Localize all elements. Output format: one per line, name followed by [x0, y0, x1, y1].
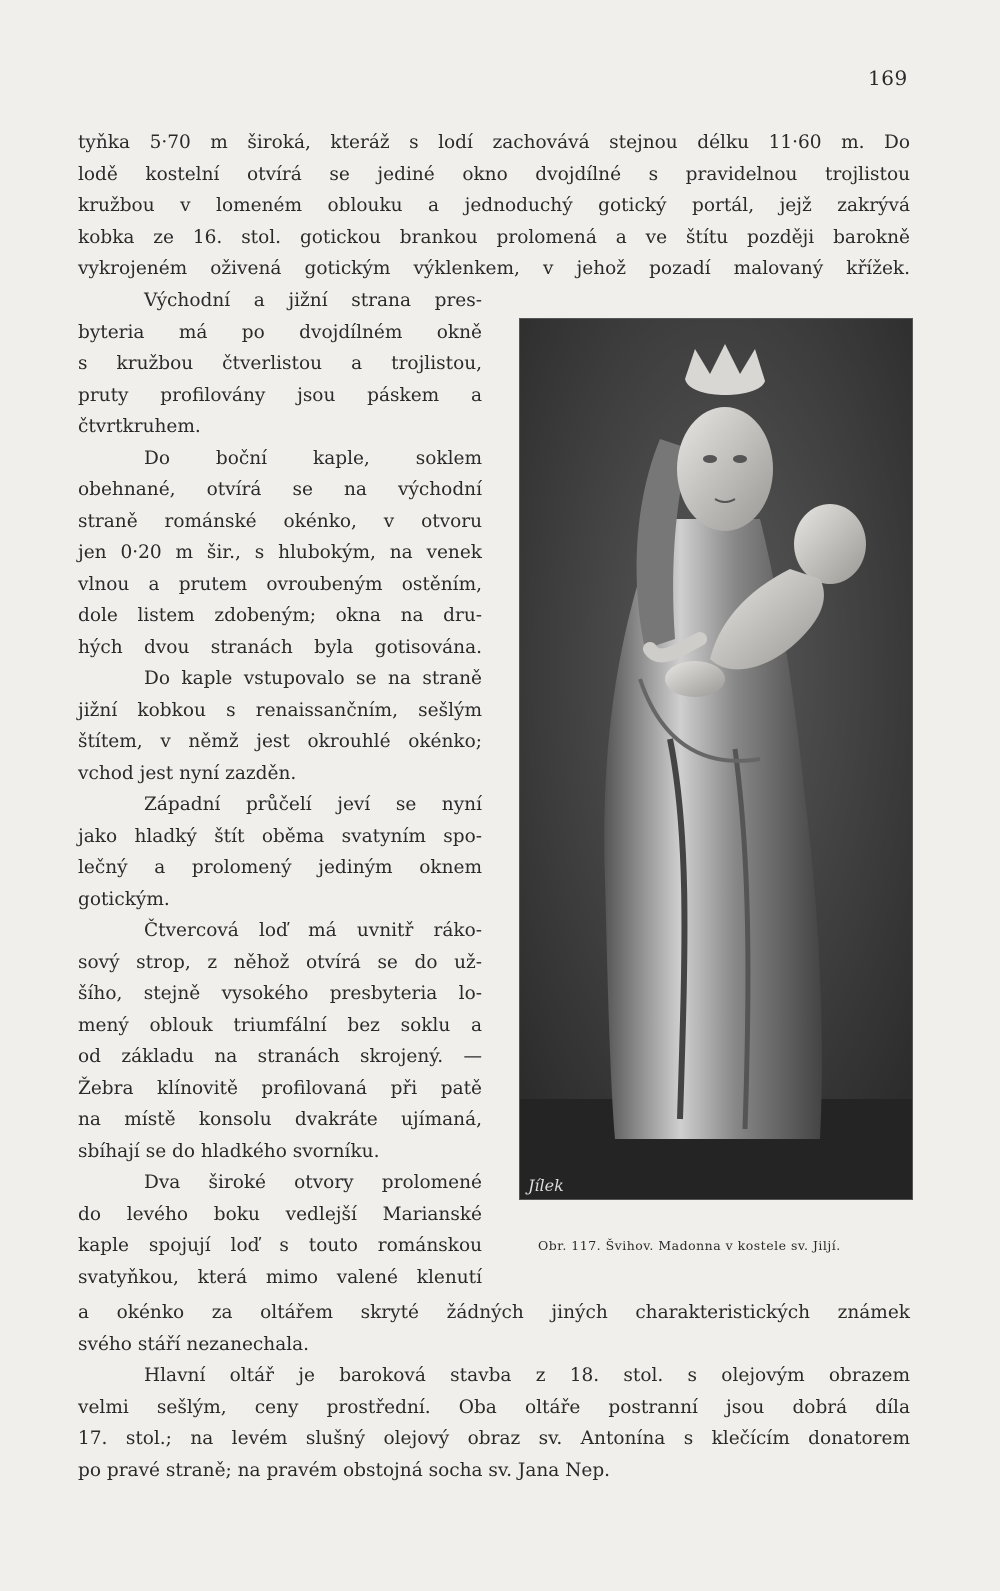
text-line: sový strop, z něhož otvírá se do už- [78, 951, 482, 973]
text-line: jižní kobkou s renaissančním, sešlým [78, 699, 482, 721]
text-line: jen 0·20 m šir., s hlubokým, na venek [78, 542, 482, 563]
text-line: štítem, v němž jest okrouhlé okénko; [78, 731, 482, 752]
text-line: dole listem zdobeným; okna na dru- [78, 605, 482, 626]
bottom-paragraph [78, 1297, 910, 1486]
text-line: Západní průčelí jeví se nyní [144, 794, 482, 815]
text-line: Žebra klínovitě profilovaná při patě [78, 1077, 482, 1099]
text-line: Dva široké otvory prolomené [144, 1172, 482, 1193]
text-line: Hlavní oltář je baroková stavba z 18. stol. s olejovým obrazem [144, 1365, 910, 1386]
text-line: straně románské okénko, v otvoru [78, 510, 482, 532]
artist-signature: Jílek [528, 1176, 564, 1195]
text-line: vlnou a prutem ovroubeným ostěním, [78, 573, 482, 595]
text-line: s kružbou čtverlistou a trojlistou, [78, 353, 482, 374]
text-line: po pravé straně; na pravém obstojná socha sv. Jana Nep. [78, 1459, 611, 1481]
text-line: pruty profilovány jsou páskem a [78, 384, 482, 406]
madonna-statue-illustration [520, 319, 912, 1199]
text-line: kaple spojují loď s touto románskou [78, 1235, 482, 1256]
text-line: jako hladký štít oběma svatyním spo- [78, 825, 482, 847]
text-line: gotickým. [78, 888, 170, 910]
text-line: na místě konsolu dvakráte ujímaná, [78, 1109, 482, 1130]
text-line: vchod jest nyní zazděn. [78, 762, 297, 784]
text-line: svého stáří nezanechala. [78, 1333, 310, 1355]
text-line: do levého boku vedlejší Marianské [78, 1203, 482, 1225]
top-paragraph [78, 127, 910, 285]
text-line: Východní a jižní strana pres- [144, 290, 482, 311]
text-line: lečný a prolomený jediným oknem [78, 857, 482, 878]
text-line: tyňka 5·70 m široká, kteráž s lodí zachovává stejnou délku 11·60 m. Do [78, 132, 910, 153]
text-line: mený oblouk triumfální bez soklu a [78, 1014, 482, 1036]
text-line: kobka ze 16. stol. gotickou brankou prolomená a ve štítu později barokně [78, 226, 910, 248]
text-line: šího, stejně vysokého presbyteria lo- [78, 983, 482, 1004]
figure-caption: Obr. 117. Švihov. Madonna v kostele sv. Jiljí. [538, 1238, 841, 1253]
text-line: kružbou v lomeném oblouku a jednoduchý gotický portál, jejž zakrývá [78, 195, 910, 216]
text-line: velmi sešlým, ceny prostřední. Oba oltáře postranní jsou dobrá díla [78, 1396, 910, 1418]
text-line: 17. stol.; na levém slušný olejový obraz sv. Antonína s klečícím donatorem [78, 1428, 910, 1449]
page-number: 169 [868, 66, 908, 90]
text-line: vykrojeném oživená gotickým výklenkem, v jehož pozadí malovaný křížek. [78, 258, 910, 279]
text-line: čtvrtkruhem. [78, 416, 201, 437]
text-line: svatyňkou, která mimo valené klenutí [78, 1266, 482, 1288]
text-line: lodě kostelní otvírá se jediné okno dvojdílné s pravidelnou trojlistou [78, 163, 910, 185]
text-line: od základu na stranách skrojený. — [78, 1046, 482, 1067]
text-line: obehnané, otvírá se na východní [78, 479, 482, 500]
madonna-photo [519, 318, 913, 1200]
narrow-column [78, 285, 482, 1293]
text-line: hých dvou stranách byla gotisována. [78, 636, 482, 658]
text-line: Čtvercová loď má uvnitř ráko- [144, 920, 482, 941]
text-line: a okénko za oltářem skryté žádných jiných charakteristických známek [78, 1302, 910, 1323]
text-line: Do kaple vstupovalo se na straně [144, 668, 482, 689]
text-line: sbíhají se do hladkého svorníku. [78, 1140, 380, 1162]
text-line: byteria má po dvojdílném okně [78, 321, 482, 343]
text-line: Do boční kaple, soklem [144, 447, 482, 469]
